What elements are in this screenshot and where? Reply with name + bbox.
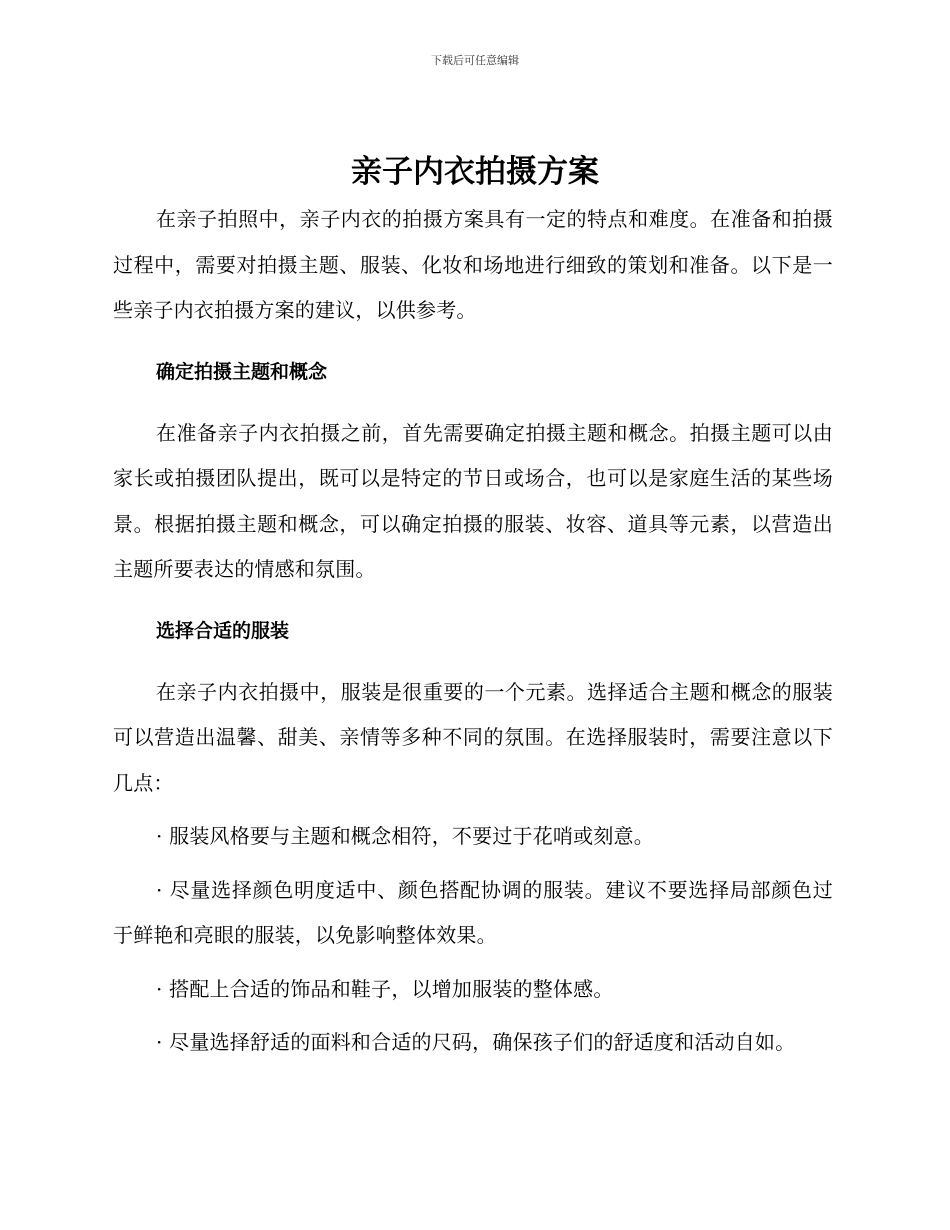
spacer — [113, 806, 833, 814]
list-item: · 尽量选择舒适的面料和合适的尺码，确保孩子们的舒适度和活动自如。 — [156, 1030, 796, 1054]
spacer — [113, 860, 833, 868]
spacer — [113, 660, 833, 670]
section-paragraph-theme: 在准备亲子内衣拍摄之前，首先需要确定拍摄主题和概念。拍摄主题可以由家长或拍摄团队提出，既可以是特定的节日或场合，也可以是家庭生活的某些场景。根据拍摄主题和概念，可以确定拍摄的服装、妆容、道具等元素，以营造出主题所要表达的情感和氛围。 — [113, 420, 833, 581]
page-title: 亲子内衣拍摄方案 — [351, 154, 599, 190]
intro-paragraph: 在亲子拍照中，亲子内衣的拍摄方案具有一定的特点和难度。在准备和拍摄过程中，需要对拍摄主题、服装、化妆和场地进行细致的策划和准备。以下是一些亲子内衣拍摄方案的建议，以供参考。 — [113, 207, 833, 322]
list-item: · 尽量选择颜色明度适中、颜色搭配协调的服装。建议不要选择局部颜色过于鲜艳和亮眼的服装，以免影响整体效果。 — [113, 877, 833, 947]
spacer — [113, 1012, 833, 1020]
spacer — [113, 959, 833, 967]
document-body — [113, 197, 833, 1066]
header-note: 下载后可任意编辑 — [431, 54, 519, 67]
spacer — [113, 401, 833, 411]
list-item: · 服装风格要与主题和概念相符，不要过于花哨或刻意。 — [156, 824, 654, 848]
section-heading-theme: 确定拍摄主题和概念 — [156, 360, 328, 383]
spacer — [113, 334, 833, 344]
list-item: · 搭配上合适的饰品和鞋子，以增加服装的整体感。 — [156, 976, 614, 1001]
section-paragraph-clothing: 在亲子内衣拍摄中，服装是很重要的一个元素。选择适合主题和概念的服装可以营造出温馨、甜美、亲情等多种不同的氛围。在选择服装时，需要注意以下几点： — [113, 679, 833, 795]
section-heading-clothing: 选择合适的服装 — [156, 619, 290, 642]
spacer — [113, 593, 833, 603]
